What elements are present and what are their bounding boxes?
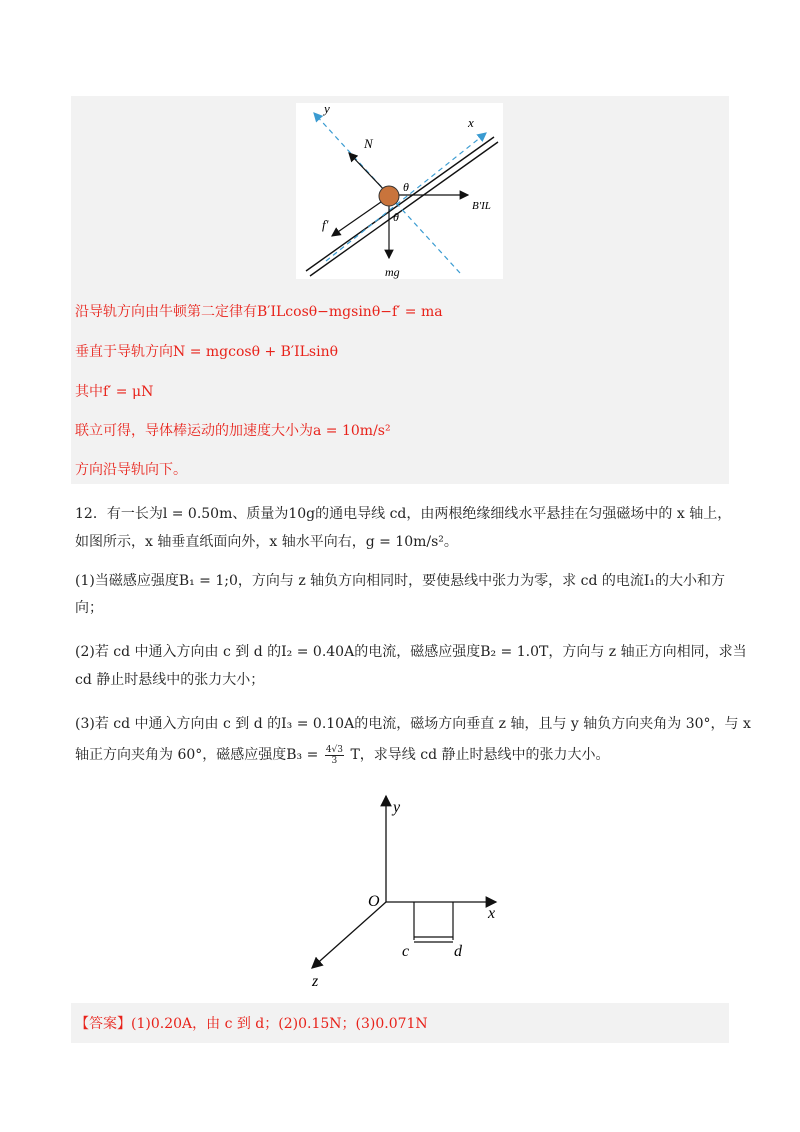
label-ampere-force: B′IL (472, 200, 491, 212)
problem-12-line-1: 12．有一长为l = 0.50m、质量为10g的通电导线 cd，由两根绝缘细线水平悬挂在匀强磁场中的 x 轴上， (75, 506, 732, 522)
solution-line-4: 联立可得，导体棒运动的加速度大小为a = 10m/s² (75, 423, 391, 439)
solution-line-2: 垂直于导轨方向N = mgcosθ + B′ILsinθ (75, 344, 339, 360)
point-label-c: c (402, 943, 410, 960)
axis-label-z: z (312, 973, 319, 990)
label-x: x (468, 115, 474, 130)
question-3-pre: 轴正方向夹角为 60°，磁感应强度B₃ = (75, 747, 319, 763)
origin-label: O (368, 893, 380, 910)
question-1-line-a: (1)当磁感应强度B₁ = 1;0，方向与 z 轴负方向相同时，要使悬线中张力为零，求 cd 的电流I₁的大小和方 (75, 573, 726, 589)
rail-line (306, 137, 494, 271)
answer-tag: 【答案】 (75, 1016, 131, 1032)
fraction-numerator: 4√3 (325, 744, 343, 755)
solution-line-3: 其中f′ = μN (75, 384, 154, 400)
question-3-line-b (75, 744, 610, 766)
label-theta-1: θ (403, 180, 409, 194)
z-axis (312, 902, 386, 968)
conductor-ball (379, 186, 399, 206)
question-1-line-b: 向； (75, 600, 103, 616)
problem-12-line-2: 如图所示，x 轴垂直纸面向外，x 轴水平向右，g = 10m/s²。 (75, 534, 458, 550)
question-3-line-a: (3)若 cd 中通入方向由 c 到 d 的I₃ = 0.10A的电流，磁场方向垂直 z 轴，且与 y 轴负方向夹角为 30°，与 x (75, 716, 751, 732)
label-theta-2: θ (393, 210, 399, 224)
question-2-line-a: (2)若 cd 中通入方向由 c 到 d 的I₂ = 0.40A的电流，磁感应强度B₂ = 1.0T，方向与 z 轴正方向相同，求当 (75, 644, 747, 660)
coordinate-figure (300, 790, 520, 990)
label-y: y (324, 103, 330, 116)
question-3-post: T，求导线 cd 静止时悬线中的张力大小。 (350, 747, 610, 763)
axis-label-x: x (488, 905, 496, 922)
label-mg: mg (385, 265, 400, 279)
force-diagram-figure (296, 103, 503, 279)
solution-line-1: 沿导轨方向由牛顿第二定律有B′ILcosθ−mgsinθ−f′ = ma (75, 304, 443, 320)
solution-line-5: 方向沿导轨向下。 (75, 462, 187, 478)
question-2-line-b: cd 静止时悬线中的张力大小； (75, 672, 265, 688)
axis-label-y: y (393, 799, 401, 816)
point-label-d: d (454, 943, 462, 960)
fraction-denominator: 3 (331, 755, 338, 766)
answer-text: (1)0.20A，由 c 到 d；(2)0.15N；(3)0.071N (131, 1016, 428, 1032)
fraction-b3 (325, 745, 344, 766)
answer-line (75, 1013, 428, 1033)
label-friction: f′ (322, 217, 329, 232)
rail-line-2 (310, 142, 498, 276)
label-N: N (364, 136, 373, 151)
force-diagram-svg (296, 103, 503, 279)
